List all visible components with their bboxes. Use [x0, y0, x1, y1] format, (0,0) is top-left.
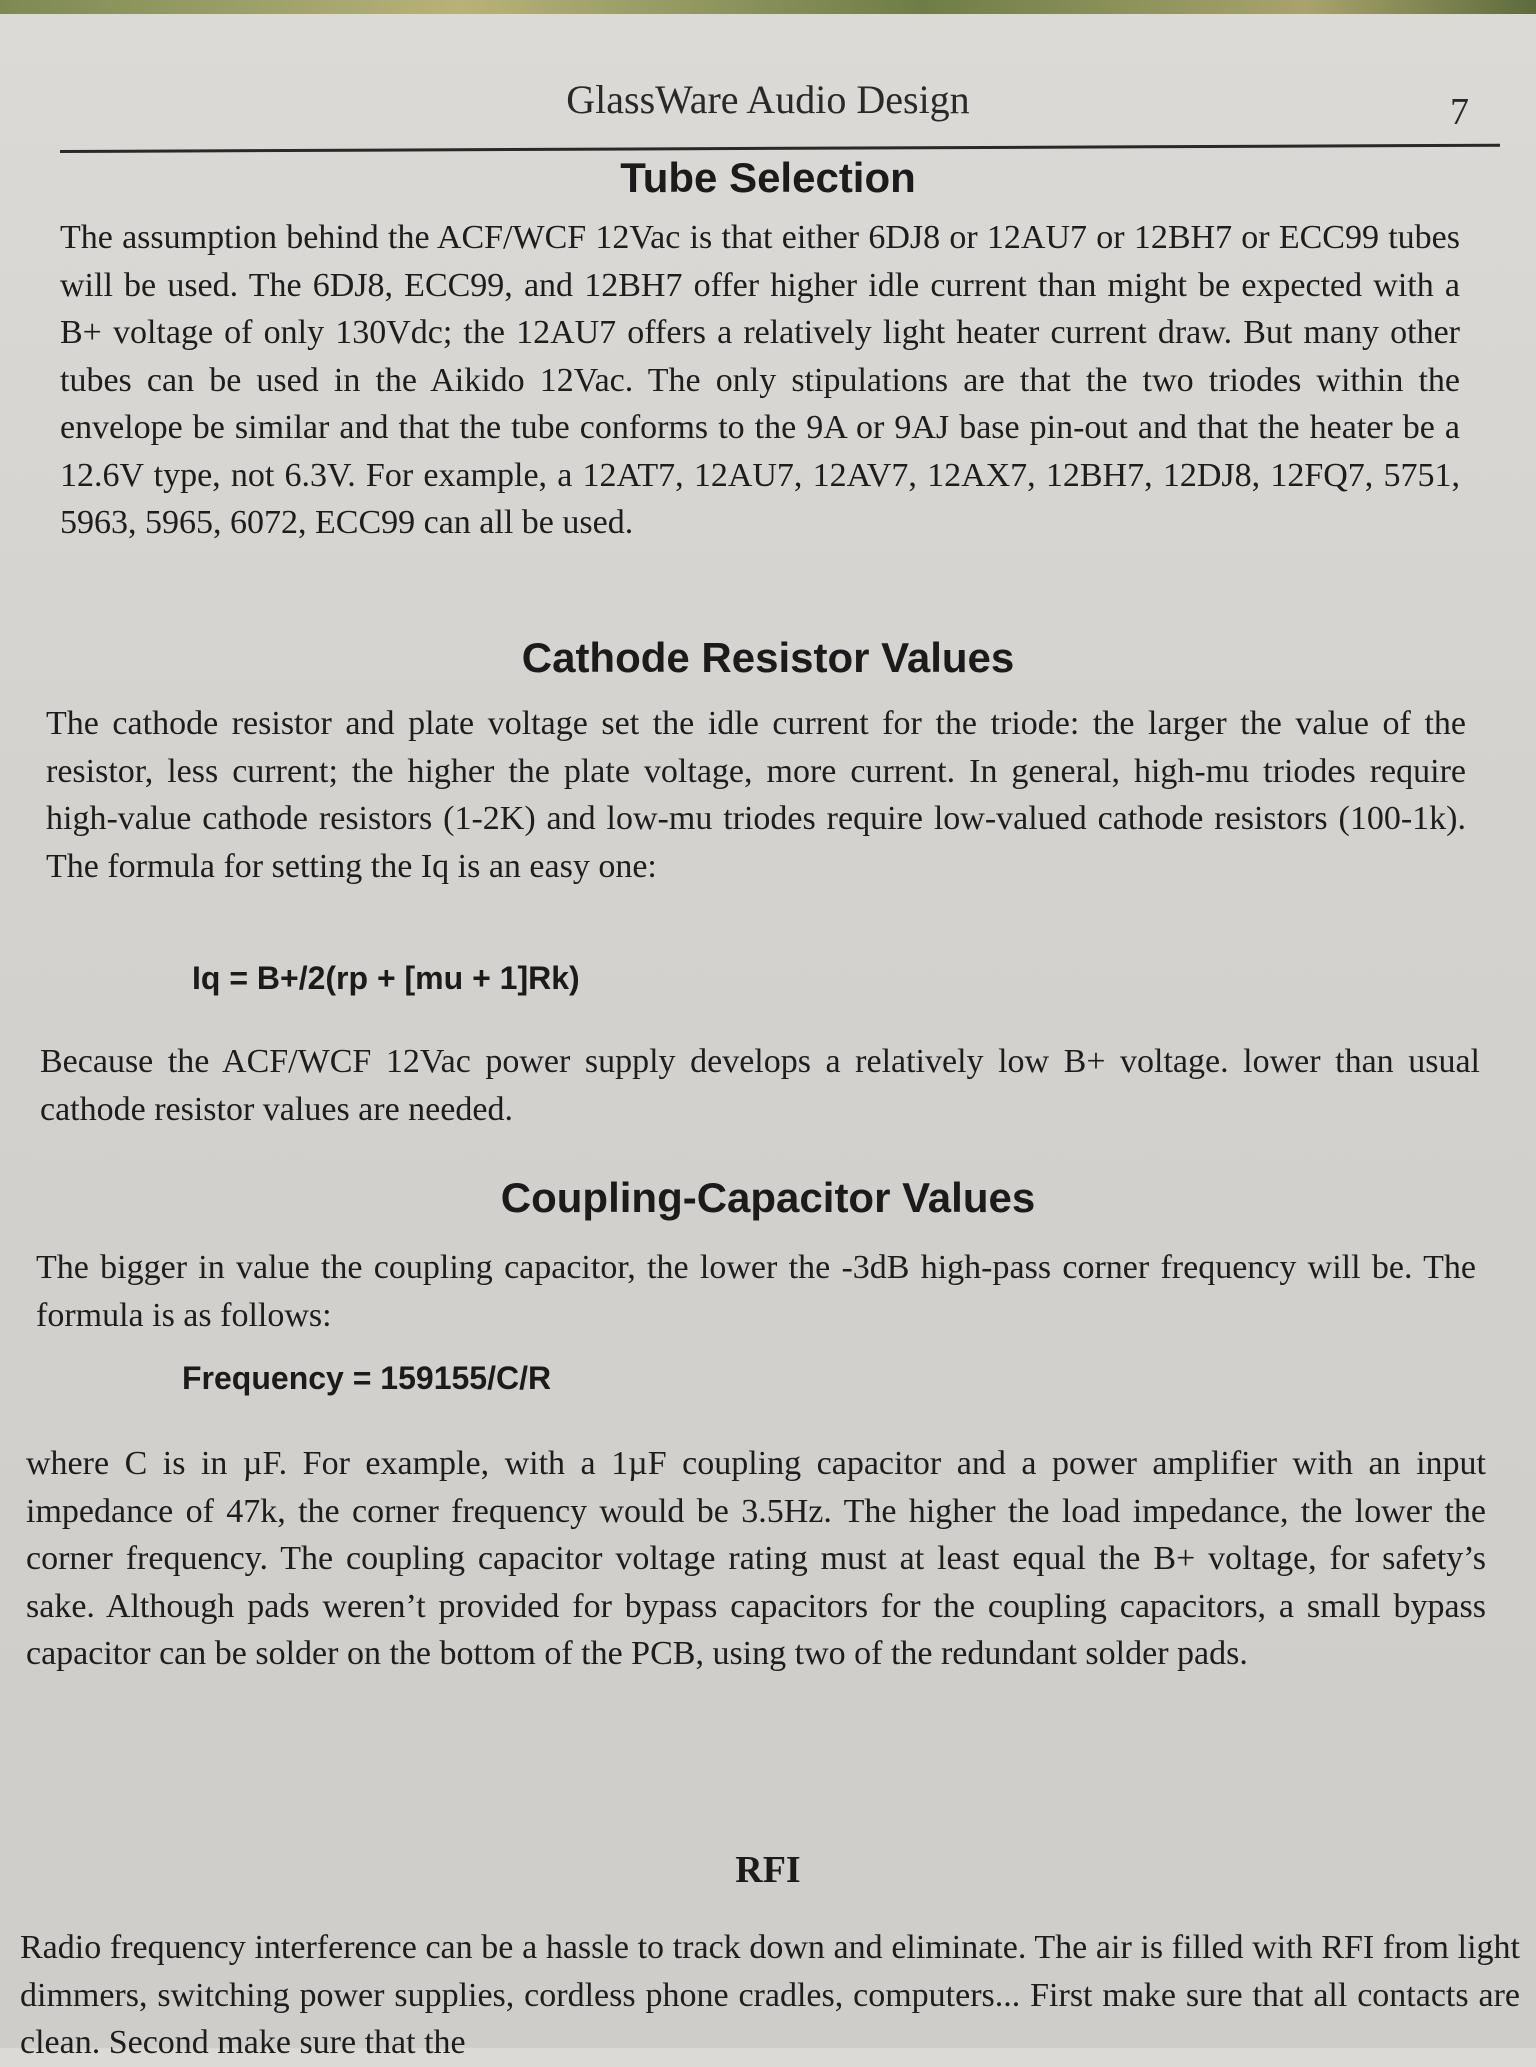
paragraph-rfi: Radio frequency interference can be a hassle to track down and eliminate. The air is filled with RFI from light dimmers, switching power supplies, cordless phone cradles, computers... First make sure that all contacts are clean. Second make sure that the	[20, 1929, 1520, 2061]
paragraph-coupling-details: where C is in µF. For example, with a 1µF coupling capacitor and a power amplifier with an input impedance of 47k, the corner frequency would be 3.5Hz. The higher the load impedance, the lower the corner frequency. The coupling capacitor voltage rating must at least equal the B+ voltage, for safety’s sake. Although pads weren’t provided for bypass capacitors for the coupling capacitors, a small bypass capacitor can be solder on the bottom of the PCB, using two of the redundant solder pads.	[26, 1445, 1486, 1672]
running-header-title: GlassWare Audio Design	[566, 77, 970, 122]
heading-tube-selection: Tube Selection	[620, 154, 916, 201]
document-page	[0, 14, 1536, 2061]
formula-iq: Iq = B+/2(rp + [mu + 1]Rk)	[192, 960, 580, 996]
heading-cathode-resistor-values: Cathode Resistor Values	[521, 634, 1015, 681]
heading-coupling-capacitor-values: Coupling-Capacitor Values	[500, 1174, 1036, 1221]
paragraph-coupling-intro: The bigger in value the coupling capacitor, the lower the -3dB high-pass corner frequency will be. The formula is as follows:	[36, 1249, 1476, 1334]
photo-background-strip	[0, 0, 1536, 14]
formula-frequency: Frequency = 159155/C/R	[182, 1360, 552, 1396]
header-rule	[60, 144, 1500, 153]
paragraph-cathode-intro: The cathode resistor and plate voltage set the idle current for the triode: the larger the value of the resistor, less current; the higher the plate voltage, more current. In general, high-mu triodes require high-value cathode resistors (1-2K) and low-mu triodes require low-valued cathode resistors (100-1k). The formula for setting the Iq is an easy one:	[46, 705, 1466, 885]
paragraph-cathode-followup: Because the ACF/WCF 12Vac power supply develops a relatively low B+ voltage. lower than usual cathode resistor values are needed.	[40, 1043, 1480, 1128]
heading-rfi: RFI	[735, 1849, 801, 1891]
paragraph-tube-selection: The assumption behind the ACF/WCF 12Vac is that either 6DJ8 or 12AU7 or 12BH7 or ECC99 tubes will be used. The 6DJ8, ECC99, and 12BH7 offer higher idle current than might be expected with a B+ voltage of only 130Vdc; the 12AU7 offers a relatively light heater current draw. But many other tubes can be used in the Aikido 12Vac. The only stipulations are that the two triodes within the envelope be similar and that the tube conforms to the 9A or 9AJ base pin-out and that the heater be a 12.6V type, not 6.3V. For example, a 12AT7, 12AU7, 12AV7, 12AX7, 12BH7, 12DJ8, 12FQ7, 5751, 5963, 5965, 6072, ECC99 can all be used.	[60, 219, 1460, 541]
page-number: 7	[1450, 91, 1469, 133]
